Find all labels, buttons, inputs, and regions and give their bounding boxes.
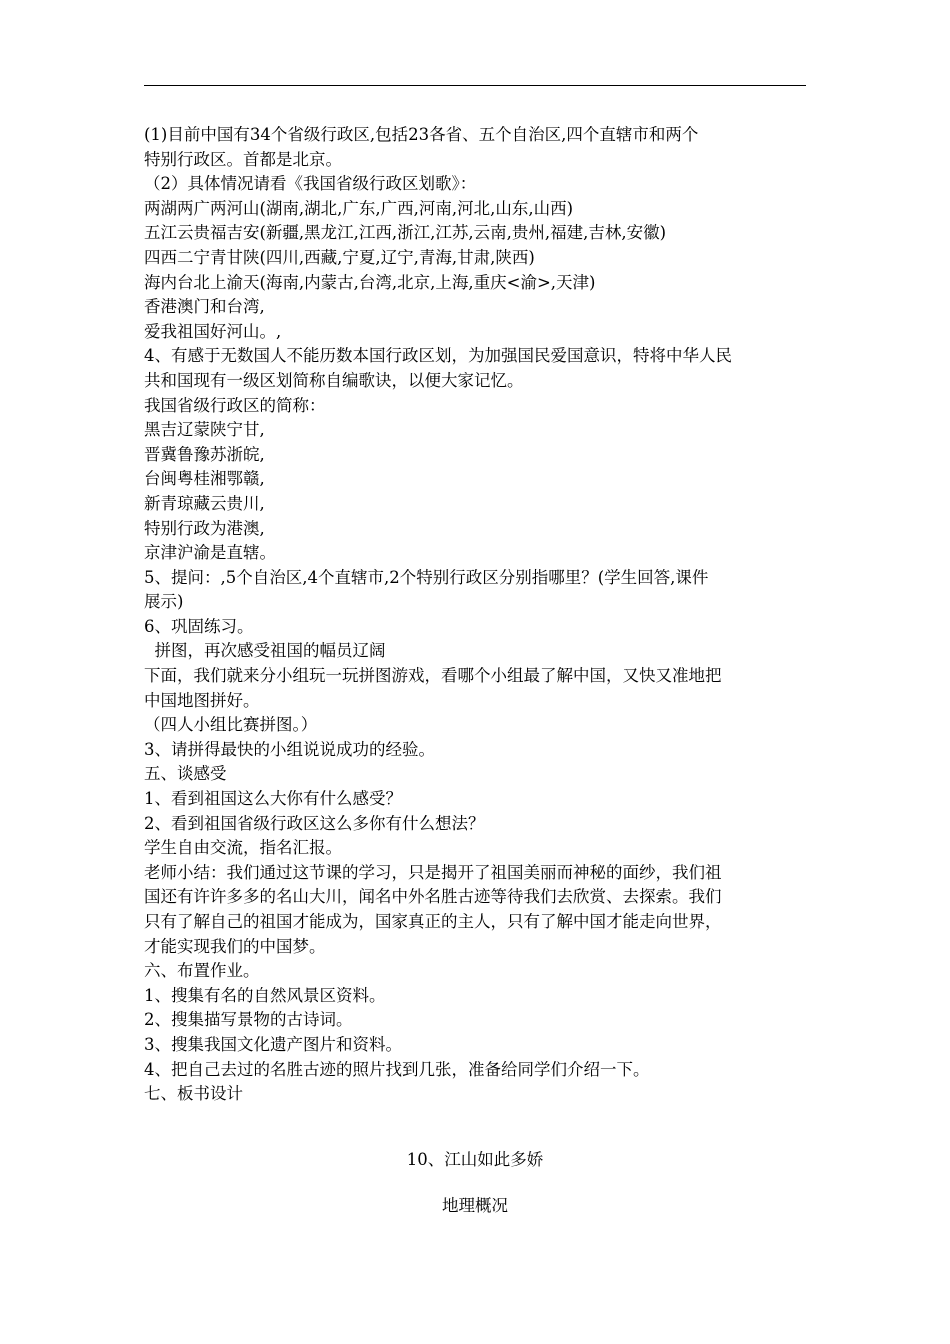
paragraph-line: 学生自由交流，指名汇报。 (144, 838, 342, 858)
paragraph-line: 4、有感于无数国人不能历数本国行政区划，为加强国民爱国意识，特将中华人民 (144, 346, 732, 366)
section-heading: 六、布置作业。 (144, 961, 260, 981)
paragraph-line: 我国省级行政区的简称： (144, 395, 326, 415)
paragraph-line: (1)目前中国有34个省级行政区,包括23各省、五个自治区,四个直辖市和两个 (144, 125, 699, 144)
section-heading: 五、谈感受 (144, 764, 227, 784)
paragraph-line: 2、搜集描写景物的古诗词。 (144, 1010, 353, 1030)
paragraph-line: 两湖两广两河山(湖南,湖北,广东,广西,河南,河北,山东,山西) (144, 198, 574, 218)
paragraph-line: 海内台北上渝天(海南,内蒙古,台湾,北京,上海,重庆<渝>,天津) (144, 272, 596, 292)
paragraph-line: 展示) (144, 592, 184, 612)
board-title: 10、江山如此多娇 (406, 1150, 544, 1169)
paragraph-line: 只有了解自己的祖国才能成为，国家真正的主人，只有了解中国才能走向世界， (144, 912, 722, 931)
paragraph-line: 四西二宁青甘陕(四川,西藏,宁夏,辽宁,青海,甘肃,陕西) (144, 247, 535, 267)
paragraph-line: 下面，我们就来分小组玩一玩拼图游戏，看哪个小组最了解中国，又快又准地把 (144, 666, 722, 686)
paragraph-line: 3、请拼得最快的小组说说成功的经验。 (144, 739, 435, 759)
paragraph-line: 五江云贵福吉安(新疆,黑龙江,江西,浙江,江苏,云南,贵州,福建,吉林,安徽) (144, 223, 667, 243)
paragraph-line: 香港澳门和台湾, (144, 297, 265, 317)
paragraph-line: 黑吉辽蒙陕宁甘, (144, 420, 265, 440)
paragraph-line: 特别行政区。首都是北京。 (144, 149, 342, 169)
document-body (144, 123, 812, 1107)
paragraph-line: 2、看到祖国省级行政区这么多你有什么想法？ (144, 813, 485, 833)
paragraph-line: 4、把自己去过的名胜古迹的照片找到几张，准备给同学们介绍一下。 (144, 1059, 650, 1079)
paragraph-line: 3、搜集我国文化遗产图片和资料。 (144, 1034, 402, 1054)
paragraph-line: 共和国现有一级区划简称自编歌诀，以便大家记忆。 (144, 370, 524, 390)
paragraph-line: 拼图，再次感受祖国的幅员辽阔 (144, 641, 386, 661)
paragraph-line: 中国地图拼好。 (144, 690, 260, 710)
paragraph-line: （2）具体情况请看《我国省级行政区划歌》： (144, 174, 477, 194)
paragraph-line: 京津沪渝是直辖。 (144, 543, 276, 563)
paragraph-line: 新青琼藏云贵川, (144, 493, 265, 513)
paragraph-line: 台闽粤桂湘鄂赣, (144, 469, 265, 489)
paragraph-line: （四人小组比赛拼图。） (144, 715, 318, 735)
paragraph-line: 特别行政为港澳, (144, 518, 265, 538)
paragraph-line: 1、搜集有名的自然风景区资料。 (144, 985, 386, 1005)
paragraph-line: 老师小结：我们通过这节课的学习，只是揭开了祖国美丽而神秘的面纱，我们祖 (144, 862, 722, 882)
paragraph-line: 6、巩固练习。 (144, 616, 254, 636)
paragraph-line: 爱我祖国好河山。, (144, 321, 282, 341)
section-heading: 七、板书设计 (144, 1084, 243, 1104)
paragraph-line: 国还有许许多多的名山大川，闻名中外名胜古迹等待我们去欣赏、去探索。我们 (144, 887, 722, 907)
header-rule (144, 85, 806, 86)
paragraph-line: 5、提问：,5个自治区,4个直辖市,2个特别行政区分别指哪里？(学生回答,课件 (144, 567, 709, 587)
board-subtitle: 地理概况 (442, 1196, 508, 1215)
paragraph-line: 才能实现我们的中国梦。 (144, 936, 326, 956)
paragraph-line: 晋冀鲁豫苏浙皖, (144, 444, 265, 464)
paragraph-line: 1、看到祖国这么大你有什么感受？ (144, 789, 402, 809)
